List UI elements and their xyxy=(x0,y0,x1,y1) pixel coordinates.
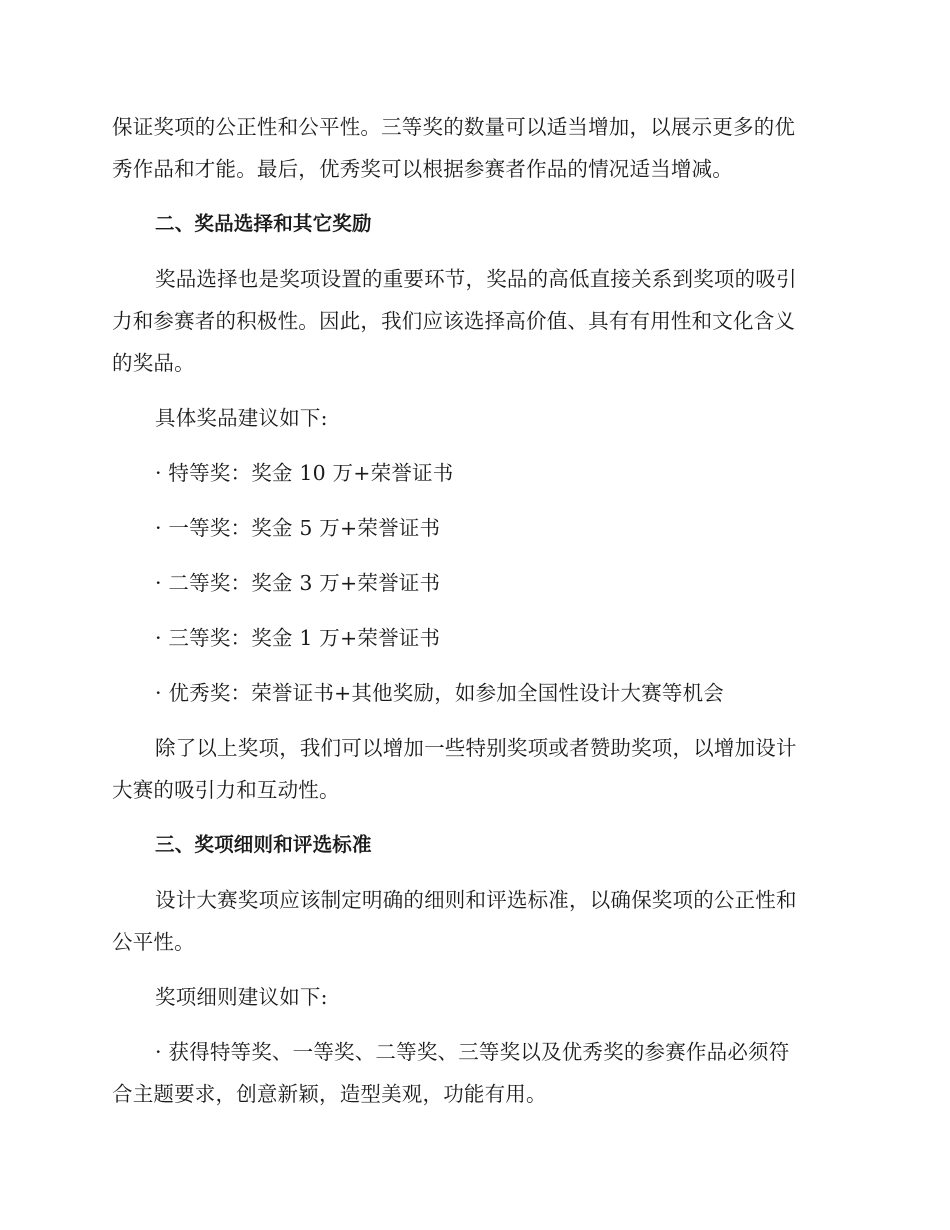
section-heading: 三、奖项细则和评选标准 xyxy=(155,833,372,856)
paragraph-line: 设计大赛奖项应该制定明确的细则和评选标准，以确保奖项的公正性和 xyxy=(155,888,797,912)
list-item: · 特等奖：奖金 10 万+荣誉证书 xyxy=(155,461,454,485)
list-item: · 获得特等奖、一等奖、二等奖、三等奖以及优秀奖的参赛作品必须符 xyxy=(155,1040,790,1064)
list-item: · 一等奖：奖金 5 万+荣誉证书 xyxy=(155,516,441,540)
paragraph-line: 具体奖品建议如下: xyxy=(155,406,328,430)
paragraph-line: 奖项细则建议如下: xyxy=(155,985,328,1009)
list-item: · 二等奖：奖金 3 万+荣誉证书 xyxy=(155,571,441,595)
paragraph-line: 的奖品。 xyxy=(112,351,195,375)
paragraph-line: 力和参赛者的积极性。因此，我们应该选择高价值、具有有用性和文化含义 xyxy=(112,309,796,333)
list-item: · 三等奖：奖金 1 万+荣誉证书 xyxy=(155,626,441,650)
paragraph-line: 公平性。 xyxy=(112,930,195,954)
paragraph-line: 秀作品和才能。最后，优秀奖可以根据参赛者作品的情况适当增减。 xyxy=(112,157,733,181)
list-item: · 优秀奖：荣誉证书+其他奖励，如参加全国性设计大赛等机会 xyxy=(155,681,725,705)
list-item-continuation: 合主题要求，创意新颖，造型美观，功能有用。 xyxy=(112,1082,547,1106)
paragraph-line: 大赛的吸引力和互动性。 xyxy=(112,778,340,802)
paragraph-line: 保证奖项的公正性和公平性。三等奖的数量可以适当增加，以展示更多的优 xyxy=(112,115,796,139)
section-heading: 二、奖品选择和其它奖励 xyxy=(155,212,372,235)
paragraph-line: 除了以上奖项，我们可以增加一些特别奖项或者赞助奖项，以增加设计 xyxy=(155,736,797,760)
paragraph-line: 奖品选择也是奖项设置的重要环节，奖品的高低直接关系到奖项的吸引 xyxy=(155,267,797,291)
